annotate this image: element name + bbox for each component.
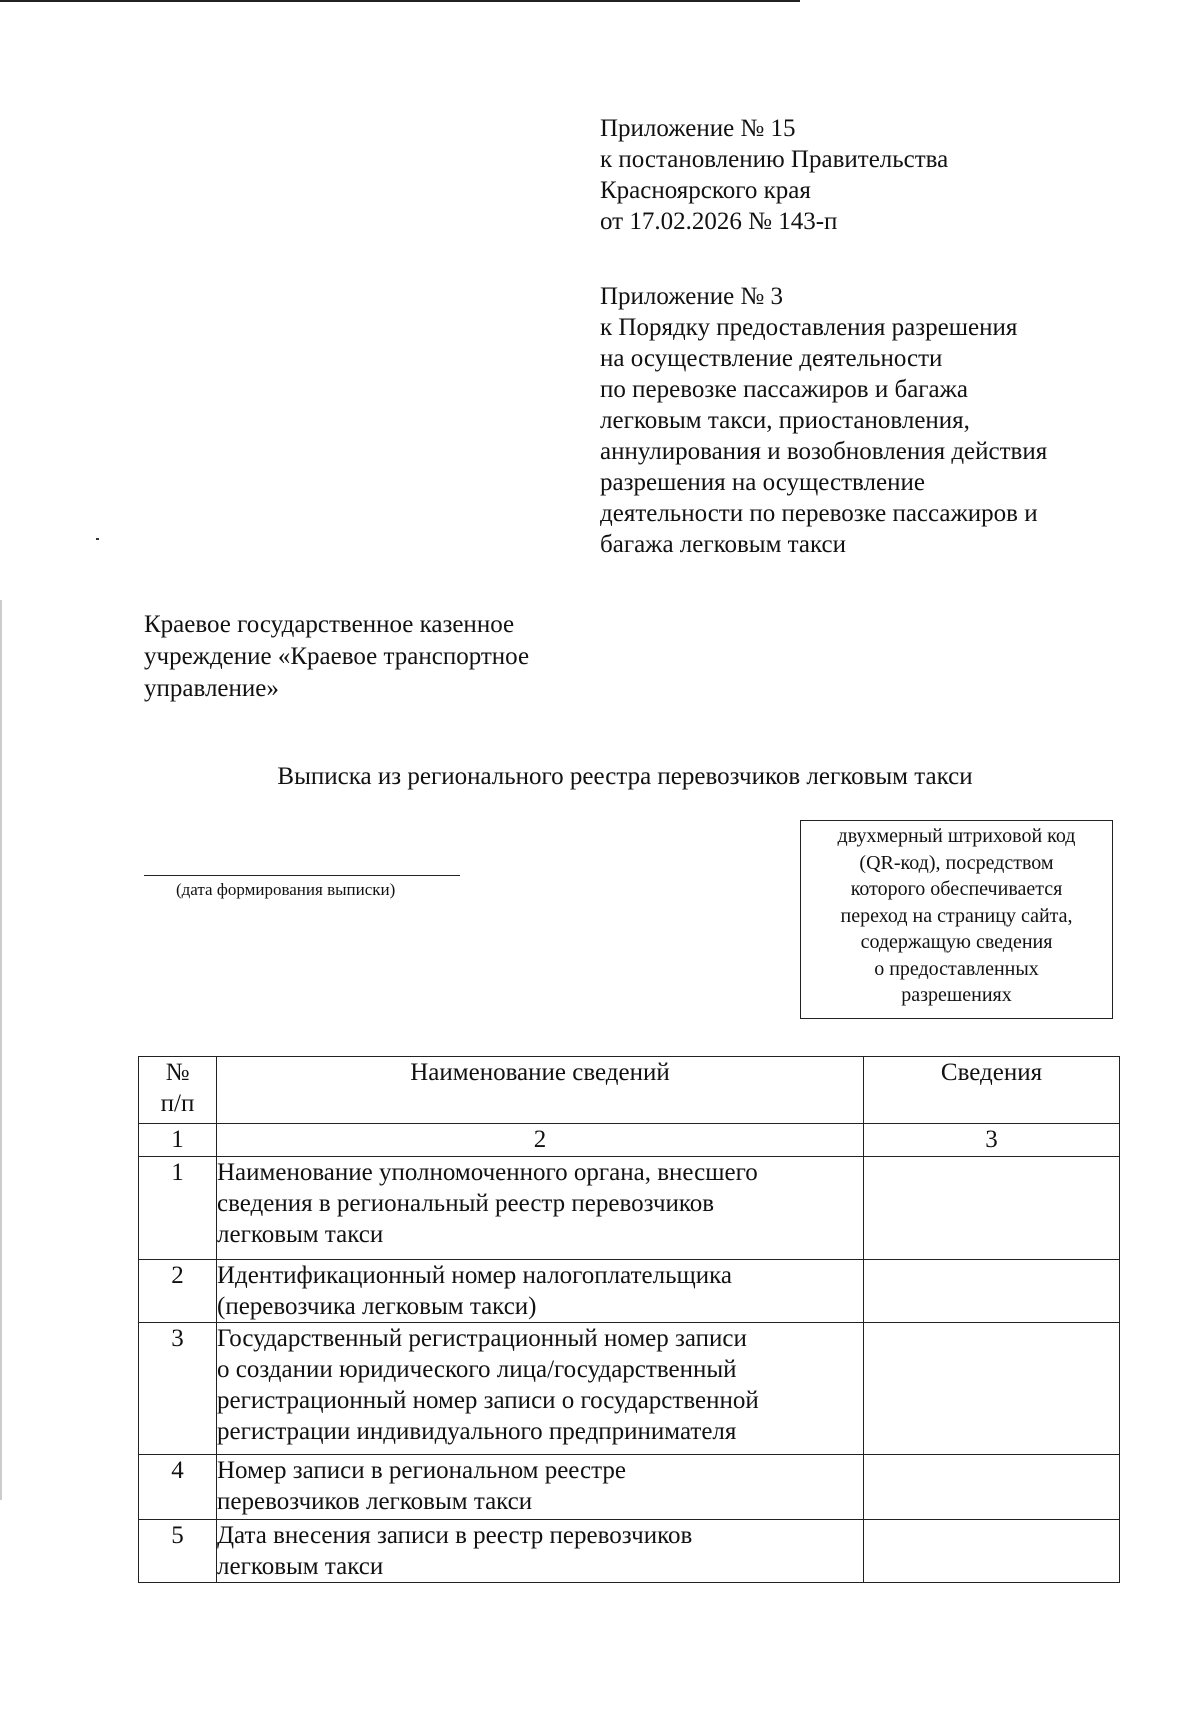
date-signature-line [144, 875, 460, 876]
qr-box-line: о предоставленных [874, 957, 1039, 980]
row-name-line: о создании юридического лица/государственный [217, 1356, 737, 1383]
appendix-15-block [600, 113, 948, 237]
qr-box-line: разрешениях [901, 984, 1012, 1006]
row-name [217, 1455, 864, 1520]
organization-line: учреждение «Краевое транспортное [144, 643, 530, 670]
row-value [864, 1520, 1120, 1583]
appendix-15-line: от 17.02.2026 № 143-п [600, 208, 838, 235]
row-name [217, 1520, 864, 1583]
appendix-3-line: к Порядку предоставления разрешения [600, 314, 1018, 341]
appendix-15-line: Приложение № 15 [600, 115, 796, 142]
row-name-line: Идентификационный номер налогоплательщика [217, 1262, 733, 1289]
registry-extract-table [138, 1056, 1120, 1583]
appendix-3-line: по перевозке пассажиров и багажа [600, 376, 969, 403]
qr-box-line: переход на страницу сайта, [840, 904, 1073, 927]
scan-top-edge [0, 0, 800, 2]
organization-line: управление» [144, 675, 279, 702]
row-number: 5 [139, 1520, 217, 1583]
qr-code-placeholder [800, 820, 1113, 1019]
row-name-line: Наименование уполномоченного органа, внесшего [217, 1159, 758, 1186]
appendix-3-line: Приложение № 3 [600, 283, 784, 310]
row-value [864, 1455, 1120, 1520]
qr-box-line: двухмерный штриховой код [837, 825, 1076, 847]
appendix-3-line: деятельности по перевозке пассажиров и [600, 500, 1038, 527]
scan-left-edge [0, 600, 2, 1500]
row-name-line: Дата внесения записи в реестр перевозчиков [217, 1522, 693, 1549]
column-number-row [139, 1124, 1120, 1157]
qr-box-line: (QR-код), посредством [859, 851, 1054, 874]
header-name: Наименование сведений [217, 1057, 864, 1124]
row-name [217, 1157, 864, 1260]
column-number: 2 [217, 1124, 864, 1157]
appendix-15-line: к постановлению Правительства [600, 146, 949, 173]
table-row [139, 1323, 1120, 1455]
row-number: 1 [139, 1157, 217, 1260]
scan-speck [96, 538, 99, 540]
row-name-line: легковым такси [217, 1553, 384, 1580]
appendix-3-line: на осуществление деятельности [600, 345, 943, 372]
appendix-3-line: багажа легковым такси [600, 531, 846, 558]
table-header-row [139, 1057, 1120, 1124]
qr-box-line: которого обеспечивается [850, 878, 1063, 900]
table-row [139, 1455, 1120, 1520]
row-value [864, 1157, 1120, 1260]
row-number: 4 [139, 1455, 217, 1520]
date-caption: (дата формирования выписки) [176, 880, 396, 899]
row-name-line: Государственный регистрационный номер записи [217, 1325, 747, 1352]
document-title-row [0, 761, 1200, 793]
table-row [139, 1520, 1120, 1583]
row-name-line: легковым такси [217, 1221, 384, 1248]
header-num-pp: п/п [160, 1090, 195, 1117]
row-name-line: (перевозчика легковым такси) [217, 1293, 537, 1320]
row-value [864, 1323, 1120, 1455]
table-row [139, 1157, 1120, 1260]
header-num [139, 1057, 217, 1124]
appendix-3-line: легковым такси, приостановления, [600, 407, 970, 434]
row-name-line: Номер записи в региональном реестре [217, 1457, 626, 1484]
row-name-line: перевозчиков легковым такси [217, 1488, 533, 1515]
document-title: Выписка из регионального реестра перевозчиков легковым такси [277, 763, 973, 790]
appendix-3-line: разрешения на осуществление [600, 469, 925, 496]
header-info: Сведения [864, 1057, 1120, 1124]
column-number: 1 [139, 1124, 217, 1157]
row-name-line: регистрационный номер записи о государственной [217, 1387, 759, 1414]
appendix-3-line: аннулирования и возобновления действия [600, 438, 1048, 465]
row-name [217, 1323, 864, 1455]
row-number: 3 [139, 1323, 217, 1455]
row-value [864, 1260, 1120, 1323]
row-name [217, 1260, 864, 1323]
appendix-15-line: Красноярского края [600, 177, 811, 204]
organization-line: Краевое государственное казенное [144, 611, 515, 638]
appendix-3-block [600, 281, 1047, 560]
row-number: 2 [139, 1260, 217, 1323]
organization-name [144, 609, 529, 705]
row-name-line: регистрации индивидуального предпринимателя [217, 1418, 737, 1445]
header-num-symbol: № [165, 1059, 190, 1086]
qr-box-line: содержащую сведения [860, 931, 1053, 953]
column-number: 3 [864, 1124, 1120, 1157]
table-row [139, 1260, 1120, 1323]
row-name-line: сведения в региональный реестр перевозчиков [217, 1190, 715, 1217]
